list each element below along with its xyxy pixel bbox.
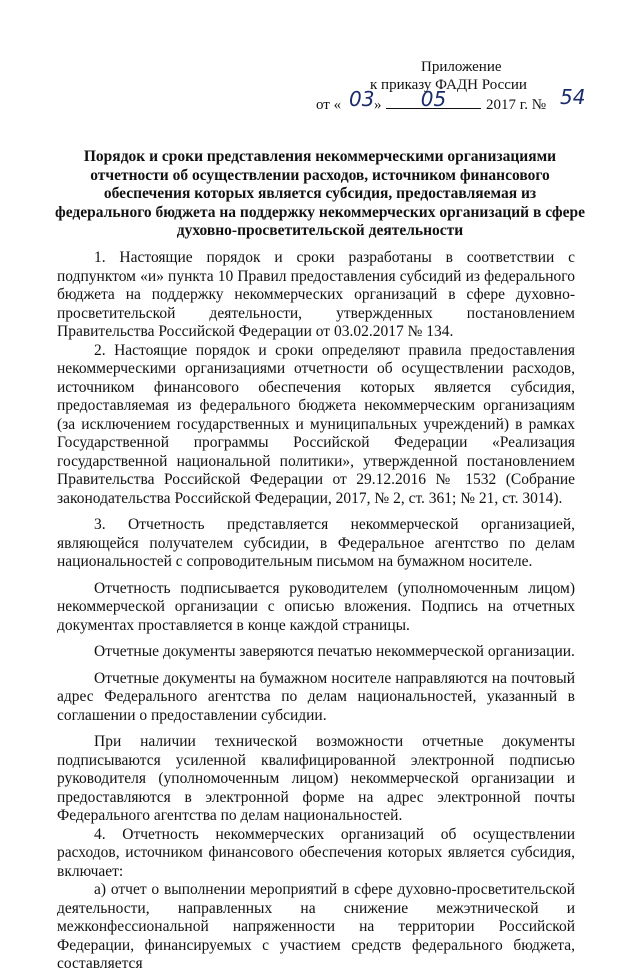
paragraph-2: 2. Настоящие порядок и сроки определяют правила предоставления некоммерческими организациями отчетности об осуществлении расходов, источником финансового обеспечения которых является субсидия, предоставляемая из федерального бюджета некоммерческим организациям (за исключением государственных и муниципальных учреждений) в рамках Государственной программы Российской Федерации «Реализация государственной национальной политики», утвержденной постановлением Правительства Российской Федерации от 29.12.2016 № 1532 (Собрание законодательства Российской Федерации, 2017, № 2, ст. 361; № 21, ст. 3014). — [57, 341, 575, 507]
appendix-header — [316, 58, 596, 116]
document-body — [57, 249, 575, 974]
paragraph-5: Отчетные документы заверяются печатью некоммерческой организации. — [94, 643, 575, 660]
paragraph-7: При наличии технической возможности отчетные документы подписываются усиленной квалифицированной электронной подписью руководителя (уполномоченным лицом) некоммерческой организации и предоставляются в электронной форме на адрес электронной почты Федерального агентства по делам национальностей. — [57, 733, 575, 824]
handwritten-day: 03 — [349, 87, 375, 111]
handwritten-month: 05 — [386, 90, 481, 109]
paragraph-6: Отчетные документы на бумажном носителе направляются на почтовый адрес Федерального агентства по делам национальностей, указанный в соглашении о предоставлении субсидии. — [57, 669, 575, 724]
paragraph-1: 1. Настоящие порядок и сроки разработаны в соответствии с подпунктом «и» пункта 10 Правил предоставления субсидий из федерального бюджета на поддержку некоммерческих организаций в сфере духовно-просветительской деятельности, утвержденных постановлением Правительства Российской Федерации от 03.02.2017 № 134. — [57, 249, 575, 340]
paragraph-4: Отчетность подписывается руководителем (уполномоченным лицом) некоммерческой организации с описью вложения. Подпись на отчетных документах проставляется в конце каждой страницы. — [57, 579, 575, 634]
appendix-label: Приложение — [421, 59, 502, 75]
paragraph-9: а) отчет о выполнении мероприятий в сфере духовно-просветительской деятельности, направленных на снижение межэтнической и межконфессиональной напряженности на территории Российской Федерации, финансируемых с участием средств федерального бюджета, составляется — [57, 881, 575, 972]
document-title: Порядок и сроки представления некоммерческими организациями отчетности об осуществлении расходов, источником финансового обеспечения которых является субсидия, предоставляемая из федерального бюджета на поддержку некоммерческих организаций в сфере духовно-просветительской деятельности — [55, 148, 586, 239]
order-reference: к приказу ФАДН России — [370, 77, 527, 93]
paragraph-3: 3. Отчетность представляется некоммерческой организацией, являющейся получателем субсидии, в Федеральное агентство по делам национальностей с сопроводительным письмом на бумажном носителе. — [57, 516, 575, 570]
paragraph-8: 4. Отчетность некоммерческих организаций об осуществлении расходов, источником финансового обеспечения которых является субсидия, включает: — [57, 825, 575, 880]
handwritten-number: 54 — [560, 85, 586, 109]
date-prefix: от « — [316, 97, 342, 113]
date-close-quote: » — [374, 97, 382, 113]
year-number-label: 2017 г. № — [486, 97, 547, 113]
